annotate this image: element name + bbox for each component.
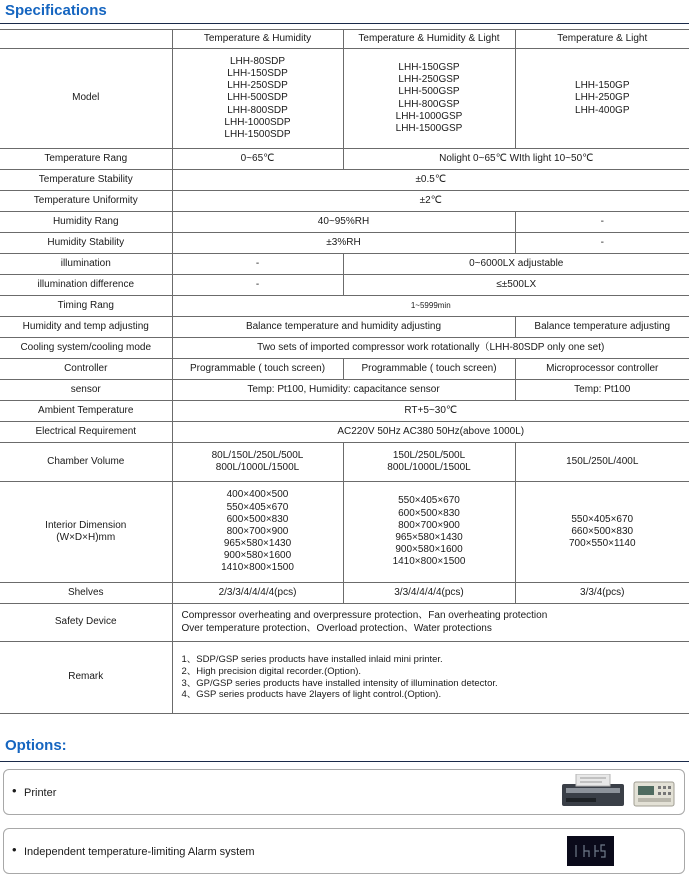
dimension-item: 965×580×1430 [395,532,463,543]
dimension-item: 965×580×1430 [223,538,292,550]
row-shelves [0,583,689,604]
row-humidity-stability [0,233,689,254]
row-label: Temperature Stability [0,170,172,191]
specifications-divider [0,23,689,24]
row-model [0,49,689,149]
bullet-icon: • [12,783,17,798]
row-label: Temperature Rang [0,149,172,170]
cell: Temp: Pt100, Humidity: capacitance sensor [172,380,515,401]
cell: RT+5~30℃ [172,401,689,422]
row-humidity-range [0,212,689,233]
row-label: sensor [0,380,172,401]
header-corner [0,30,172,49]
dimension-item: 700×550×1140 [568,538,636,550]
specifications-heading: Specifications [5,2,107,19]
row-label: Humidity and temp adjusting [0,317,172,338]
cell: Nolight 0~65℃ WIth light 10~50℃ [343,149,689,170]
row-label: Safety Device [0,604,172,642]
cell: Programmable ( touch screen) [343,359,515,380]
header-row [0,30,689,49]
row-label: Remark [0,642,172,714]
row-label: Ambient Temperature [0,401,172,422]
row-label: Shelves [0,583,172,604]
row-temperature-range [0,149,689,170]
cell: - [515,233,689,254]
option-card-printer [3,769,685,815]
volume-item: 150L/250L/400L [566,455,639,467]
row-label: Humidity Rang [0,212,172,233]
row-cooling [0,338,689,359]
dimension-item: 800×700×900 [226,525,289,537]
cell: Programmable ( touch screen) [172,359,343,380]
row-label: Electrical Requirement [0,422,172,443]
row-label: illumination difference [0,275,172,296]
row-label-line: Interior Dimension [45,519,127,531]
model-item: LHH-1500GSP [395,122,463,134]
dimension-item: 900×580×1600 [395,544,463,556]
cell: - [172,275,343,296]
row-ambient-temperature [0,401,689,422]
row-temperature-stability [0,170,689,191]
model-list-col3 [515,49,689,149]
model-item: LHH-150GSP [398,61,460,73]
header-temp-humidity: Temperature & Humidity [172,30,343,49]
row-adjusting [0,317,689,338]
cell [172,443,343,482]
model-item: LHH-250SDP [227,80,288,92]
dimension-item: 1410×800×1500 [392,556,466,568]
model-item: LHH-150GP [575,80,630,92]
cell [343,482,515,583]
cell [343,443,515,482]
dimension-item: 600×500×830 [226,513,289,525]
safety-line: Over temperature protection、Overload protection、Water protections [181,622,492,634]
cell: 40~95%RH [172,212,515,233]
cell: ±2℃ [172,191,689,212]
option-label: Independent temperature-limiting Alarm system [24,846,255,858]
cell [515,482,689,583]
dimension-item: 1410×800×1500 [221,562,294,574]
row-timing-range [0,296,689,317]
row-interior-dimension [0,482,689,583]
cell: 1~5999min [172,296,689,317]
model-item: LHH-400GP [575,104,630,116]
model-list-col2 [343,49,515,149]
volume-item: 150L/250L/500L [392,449,466,461]
dimension-item: 600×500×830 [398,507,460,519]
cell [172,642,689,714]
cell: 3/3/4(pcs) [515,583,689,604]
model-item: LHH-500SDP [227,92,288,104]
cell: Two sets of imported compressor work rotationally（LHH-80SDP only one set) [172,338,689,359]
dimension-item: 550×405×670 [398,495,460,507]
safety-line: Compressor overheating and overpressure protection、Fan overheating protection [181,610,548,622]
header-temp-light: Temperature & Light [515,30,689,49]
cell [172,482,343,583]
model-item: LHH-1000GSP [395,110,463,122]
option-label: Printer [24,787,57,799]
cell: - [172,254,343,275]
cell: 2/3/3/4/4/4/4(pcs) [172,583,343,604]
dimension-item: 660×500×830 [571,525,634,537]
cell: ±0.5℃ [172,170,689,191]
cell: - [515,212,689,233]
dimension-item: 550×405×670 [571,513,634,525]
row-label: illumination [0,254,172,275]
volume-item: 800L/1000L/1500L [387,462,471,473]
row-label-line: (W×D×H)mm [56,532,116,543]
cell: Microprocessor controller [515,359,689,380]
model-item: LHH-80SDP [229,55,286,67]
row-label: Timing Rang [0,296,172,317]
model-item: LHH-800GSP [398,98,460,110]
cell: Balance temperature adjusting [515,317,689,338]
remark-line: 3、GP/GSP series products have installed intensity of illumination detector. [181,677,498,689]
cell: ≤±500LX [343,275,689,296]
option-card-alarm-system [3,828,685,874]
row-illumination [0,254,689,275]
volume-item: 80L/150L/250L/500L [211,449,304,461]
row-label: Humidity Stability [0,233,172,254]
model-item: LHH-150SDP [227,68,288,80]
header-temp-humidity-light: Temperature & Humidity & Light [343,30,515,49]
model-item: LHH-1500SDP [224,128,291,140]
model-item: LHH-250GP [575,92,630,104]
cell: ±3%RH [172,233,515,254]
row-controller [0,359,689,380]
dimension-item: 800×700×900 [398,519,460,531]
row-label: Cooling system/cooling mode [0,338,172,359]
row-label: Controller [0,359,172,380]
row-remark [0,642,689,714]
cell: AC220V 50Hz AC380 50Hz(above 1000L) [172,422,689,443]
printer-icon [562,774,676,808]
remark-line: 4、GSP series products have 2layers of light control.(Option). [181,689,442,701]
options-divider [0,761,689,762]
cell [515,443,689,482]
model-item: LHH-1000SDP [224,116,291,128]
row-safety-device [0,604,689,642]
model-list-col1 [172,49,343,149]
row-chamber-volume [0,443,689,482]
dimension-item: 550×405×670 [226,501,289,513]
row-label: Model [0,49,172,149]
model-item: LHH-800SDP [227,104,288,116]
remark-line: 1、SDP/GSP series products have installed inlaid mini printer. [181,654,443,666]
cell [172,604,689,642]
cell: 0~6000LX adjustable [343,254,689,275]
model-item: LHH-500GSP [398,86,460,98]
row-illumination-difference [0,275,689,296]
volume-item: 800L/1000L/1500L [215,462,300,473]
remark-line: 2、High precision digital recorder.(Option). [181,665,362,677]
dimension-item: 400×400×500 [226,489,289,501]
row-label [0,482,172,583]
row-label: Temperature Uniformity [0,191,172,212]
row-temperature-uniformity [0,191,689,212]
cell: 0~65℃ [172,149,343,170]
row-sensor [0,380,689,401]
options-heading: Options: [5,737,67,754]
alarm-display-icon [567,836,614,866]
row-label: Chamber Volume [0,443,172,482]
model-item: LHH-250GSP [398,74,460,86]
bullet-icon: • [12,842,17,857]
cell: Temp: Pt100 [515,380,689,401]
specifications-table [0,29,689,714]
dimension-item: 900×580×1600 [223,550,292,562]
row-electrical [0,422,689,443]
cell: 3/3/4/4/4/4(pcs) [343,583,515,604]
cell: Balance temperature and humidity adjusting [172,317,515,338]
